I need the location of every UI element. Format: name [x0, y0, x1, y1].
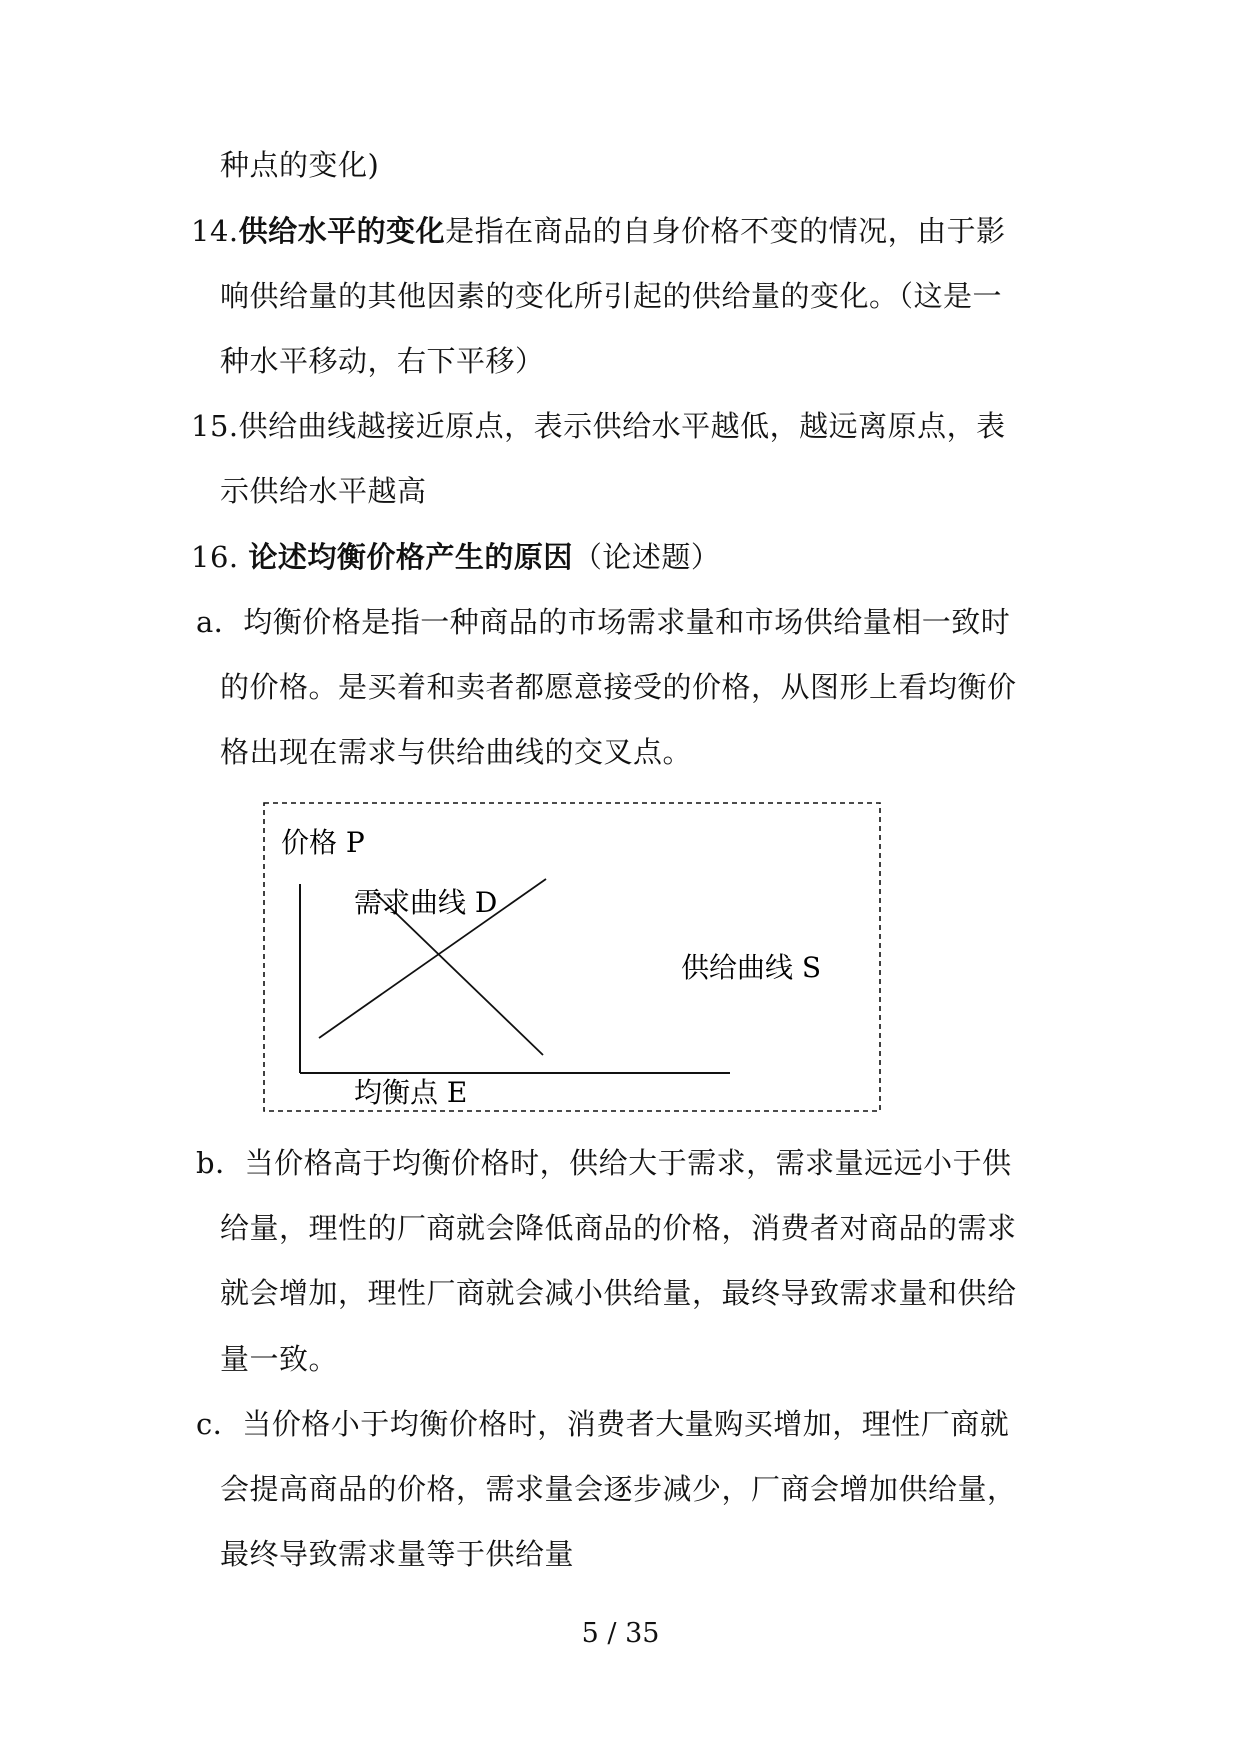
list-item-15: [191, 406, 1006, 446]
item-label: c．: [196, 1407, 243, 1441]
text-line: 的价格。是买着和卖者都愿意接受的价格，从图形上看均衡价: [220, 670, 1017, 704]
page-current: 5: [581, 1618, 599, 1649]
text-line: 响供给量的其他因素的变化所引起的供给量的变化。（这是一: [220, 279, 1003, 313]
text-line: 示供给水平越高: [220, 474, 427, 508]
item-text: （论述题）: [572, 540, 721, 574]
item-label: b．: [196, 1146, 245, 1180]
supply-demand-diagram: [263, 802, 881, 1112]
item-text: 当价格小于均衡价格时，消费者大量购买增加，理性厂商就: [242, 1407, 1010, 1441]
equilibrium-label: 均衡点 E: [354, 1076, 468, 1109]
heading-bold: 论述均衡价格产生的原因: [248, 540, 573, 574]
text-line: 会提高商品的价格，需求量会逐步减少，厂商会增加供给量，: [220, 1472, 1017, 1506]
text-line: 格出现在需求与供给曲线的交叉点。: [220, 735, 693, 769]
item-text: 均衡价格是指一种商品的市场需求量和市场供给量相一致时: [243, 605, 1011, 639]
item-text: 供给曲线越接近原点，表示供给水平越低，越远离原点，表: [238, 409, 1006, 443]
text-line: 量一致。: [220, 1342, 339, 1376]
y-axis-label: 价格 P: [281, 826, 365, 859]
item-text: 是指在商品的自身价格不变的情况，由于影: [445, 214, 1006, 248]
item-text: 当价格高于均衡价格时，供给大于需求，需求量远远小于供: [244, 1146, 1012, 1180]
text-line: 就会增加，理性厂商就会减小供给量，最终导致需求量和供给: [220, 1276, 1017, 1310]
text-line: 种点的变化): [220, 148, 380, 182]
item-number: 15.: [191, 409, 239, 443]
page-separator: /: [607, 1618, 617, 1649]
term-bold: 供给水平的变化: [238, 214, 446, 248]
supply-curve-label: 供给曲线 S: [681, 951, 822, 984]
item-number: 14.: [191, 214, 239, 248]
text-line: 给量，理性的厂商就会降低商品的价格，消费者对商品的需求: [220, 1211, 1017, 1245]
item-label: a．: [196, 605, 244, 639]
page-number: [0, 1618, 1241, 1649]
text-line: 最终导致需求量等于供给量: [220, 1537, 575, 1571]
text-line: 种水平移动，右下平移）: [220, 344, 545, 378]
list-item-14: [191, 211, 1006, 251]
list-item-16: [191, 537, 720, 577]
paragraph-a: [196, 602, 1010, 642]
demand-curve-label: 需求曲线 D: [354, 886, 498, 919]
paragraph-c: [196, 1404, 1009, 1444]
item-number: 16.: [191, 540, 239, 574]
paragraph-b: [196, 1143, 1012, 1183]
page-total: 35: [625, 1618, 660, 1649]
